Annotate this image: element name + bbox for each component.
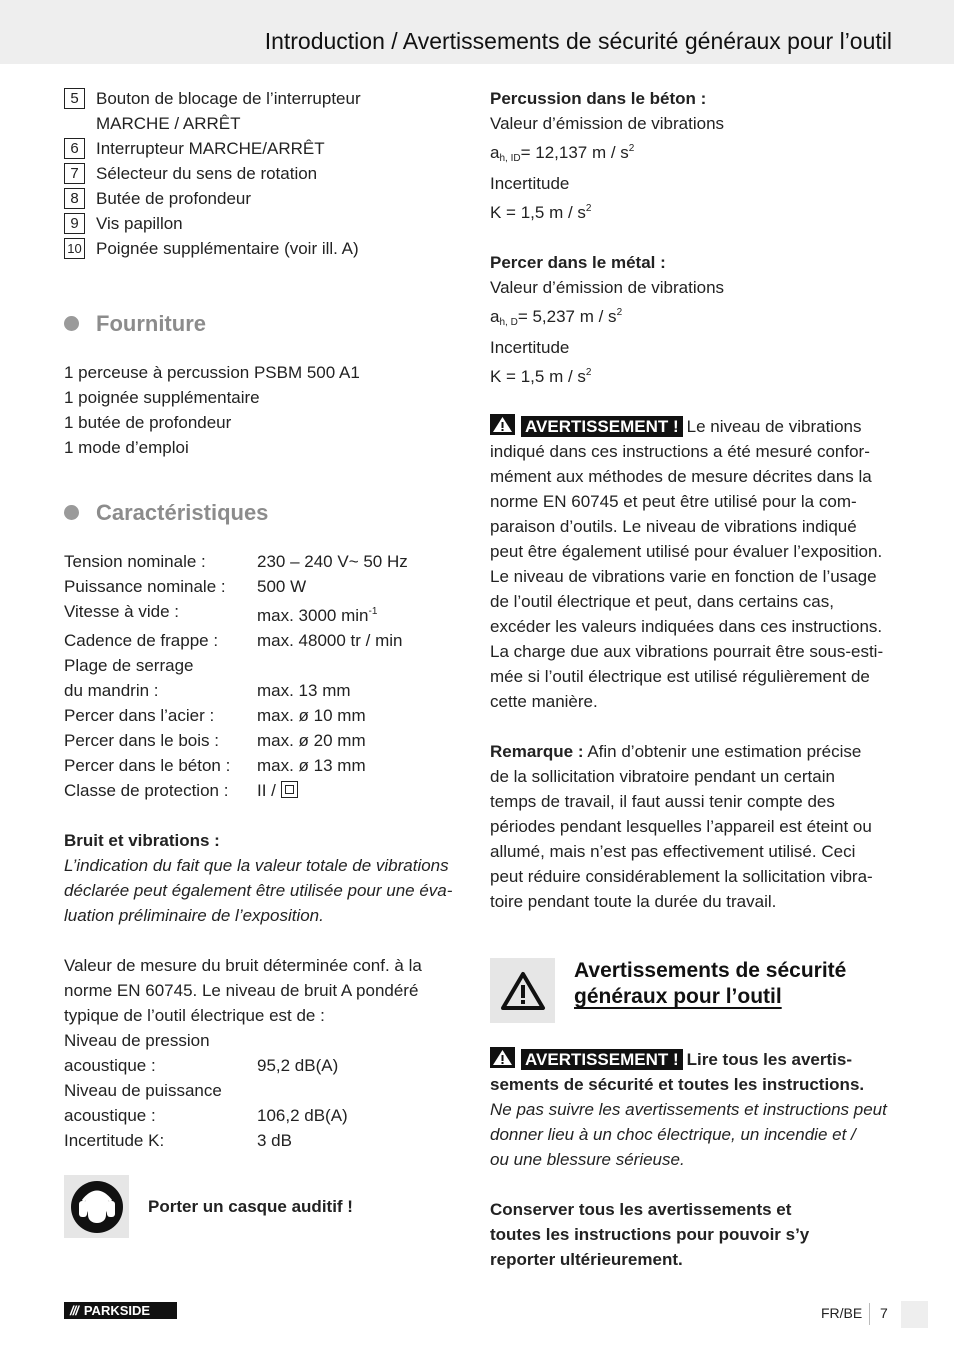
parts-list xyxy=(64,86,464,261)
list-item xyxy=(64,236,464,261)
page-header xyxy=(0,0,954,64)
part-number: 5 xyxy=(64,88,85,109)
remark-text: Afin d’obtenir une estimation précise xyxy=(587,742,862,761)
part-label: Poignée supplémentaire (voir ill. A) xyxy=(96,239,359,258)
remark-line: peut réduire considérablement la sollicitation vibra- xyxy=(490,867,873,886)
spec-label: acoustique : xyxy=(64,1056,156,1075)
list-item: 1 perceuse à percussion PSBM 500 A1 xyxy=(64,363,360,382)
vibration-warning xyxy=(490,414,895,714)
vibration-value xyxy=(490,136,895,171)
warning-line: peut être également utilisé pour évaluer l’exposition. xyxy=(490,542,883,561)
page-number: 7 xyxy=(880,1305,888,1321)
warning-italic-line: ou une blessure sérieuse. xyxy=(490,1150,685,1169)
brand-logo xyxy=(64,1302,177,1319)
list-item: 1 butée de profondeur xyxy=(64,413,232,432)
part-label: Butée de profondeur xyxy=(96,189,252,208)
list-item: 1 mode d’emploi xyxy=(64,438,189,457)
list-item xyxy=(64,136,464,161)
spec-superscript: -1 xyxy=(368,606,378,617)
spec-label: Tension nominale : xyxy=(64,552,206,571)
vibration-number: = 12,137 m / s xyxy=(520,143,629,162)
table-row xyxy=(64,1103,464,1128)
vibration-superscript: 2 xyxy=(628,143,635,154)
spec-value: max. ø 20 mm xyxy=(257,731,366,750)
part-label: Bouton de blocage de l’interrupteur xyxy=(96,89,361,108)
warning-text: Lire tous les avertis- xyxy=(686,1050,852,1069)
uncertainty-label: Incertitude xyxy=(490,174,570,193)
remark xyxy=(490,739,895,914)
vibration-subscript: h, D xyxy=(499,317,518,328)
safety-title-line: Avertissements de sécurité xyxy=(574,959,847,982)
spec-label: du mandrin : xyxy=(64,681,159,700)
remark-label: Remarque : xyxy=(490,742,584,761)
spec-value: max. 48000 tr / min xyxy=(257,631,403,650)
footer-locale: FR/BE xyxy=(821,1305,863,1321)
safety-title-line: généraux pour l’outil xyxy=(574,985,782,1008)
table-row xyxy=(64,1128,464,1153)
warning-italic-line: Ne pas suivre les avertissements et instructions peut xyxy=(490,1100,887,1119)
specs-table xyxy=(64,549,464,803)
k-superscript: 2 xyxy=(585,203,592,214)
warning-line: cette manière. xyxy=(490,692,598,711)
part-number: 6 xyxy=(64,138,85,159)
warning-first-line xyxy=(490,414,895,439)
part-number: 8 xyxy=(64,188,85,209)
warning-line: Le niveau de vibrations varie en fonction de l’usage xyxy=(490,567,877,586)
noise-text-line: typique de l’outil électrique est de : xyxy=(64,1006,325,1025)
warning-text: Le niveau de vibrations xyxy=(686,417,862,436)
vibration-subscript: h, ID xyxy=(499,153,521,164)
noise-text-line: Valeur de mesure du bruit déterminée conf. à la xyxy=(64,956,422,975)
warning-line: norme EN 60745 et peut être utilisé pour la com- xyxy=(490,492,857,511)
part-number: 10 xyxy=(64,238,85,259)
spec-label: Classe de protection : xyxy=(64,781,229,800)
left-column xyxy=(64,86,464,1238)
remark-line: allumé, mais n’est pas effectivement utilisé. Ceci xyxy=(490,842,856,861)
spec-label: Percer dans l’acier : xyxy=(64,706,215,725)
spec-value: 95,2 dB(A) xyxy=(257,1056,339,1075)
part-number: 7 xyxy=(64,163,85,184)
hearing-protection-text: Porter un casque auditif ! xyxy=(148,1197,353,1216)
section-title: Fourniture xyxy=(96,311,206,336)
spec-label: Plage de serrage xyxy=(64,656,194,675)
logo-stripes-icon: /// xyxy=(70,1303,78,1318)
part-label: Sélecteur du sens de rotation xyxy=(96,164,318,183)
spec-label: acoustique : xyxy=(64,1106,156,1125)
safety-title xyxy=(574,958,846,1023)
noise-title: Bruit et vibrations : xyxy=(64,831,220,850)
warning-triangle-icon xyxy=(500,971,546,1011)
bullet-icon xyxy=(64,505,79,520)
table-row xyxy=(64,628,464,653)
k-value: K = 1,5 m / s xyxy=(490,203,586,222)
safety-heading xyxy=(490,958,895,1023)
table-row xyxy=(64,574,464,599)
footer-tab xyxy=(901,1301,928,1328)
table-row xyxy=(64,778,464,803)
spec-label: Incertitude K: xyxy=(64,1131,165,1150)
bullet-icon xyxy=(64,316,79,331)
footer-divider xyxy=(869,1303,870,1325)
table-row xyxy=(64,1078,464,1103)
vibration-superscript: 2 xyxy=(616,307,623,318)
list-item: 1 poignée supplémentaire xyxy=(64,388,260,407)
uncertainty-value xyxy=(490,360,895,389)
double-insulation-icon xyxy=(281,781,298,798)
spec-label: Percer dans le bois : xyxy=(64,731,219,750)
spec-label: Vitesse à vide : xyxy=(64,602,179,621)
warning-line: paraison d’outils. Le niveau de vibrations indiqué xyxy=(490,517,857,536)
remark-line: de la sollicitation vibratoire pendant un certain xyxy=(490,767,835,786)
brand-name: PARKSIDE xyxy=(83,1303,151,1318)
keep-instructions-line: reporter ultérieurement. xyxy=(490,1250,683,1269)
table-row xyxy=(64,678,464,703)
spec-value: max. 3000 min xyxy=(257,606,369,625)
spec-value: max. ø 13 mm xyxy=(257,756,366,775)
warning-line: de l’outil électrique et peut, dans certains cas, xyxy=(490,592,834,611)
table-row xyxy=(64,703,464,728)
vibration-number: = 5,237 m / s xyxy=(517,307,617,326)
part-label: Vis papillon xyxy=(96,214,183,233)
vibration-line: Valeur d’émission de vibrations xyxy=(490,114,725,133)
vibration-symbol: a xyxy=(490,143,500,162)
spec-value: 106,2 dB(A) xyxy=(257,1106,348,1125)
uncertainty-label: Incertitude xyxy=(490,338,570,357)
safety-warning xyxy=(490,1047,895,1272)
spec-label: Percer dans le béton : xyxy=(64,756,231,775)
table-row xyxy=(64,549,464,574)
warning-line: mément aux méthodes de mesure décrites dans la xyxy=(490,467,872,486)
table-row xyxy=(64,1028,464,1053)
warning-line: indiqué dans ces instructions a été mesuré confor- xyxy=(490,442,870,461)
warning-icon xyxy=(490,1047,515,1068)
list-item xyxy=(64,161,464,186)
list-item xyxy=(64,86,464,136)
section-heading-fourniture xyxy=(64,311,464,336)
noise-italic-line: luation préliminaire de l’exposition. xyxy=(64,906,324,925)
spec-value: 500 W xyxy=(257,577,307,596)
remark-line: temps de travail, il faut aussi tenir compte des xyxy=(490,792,835,811)
vibration-value xyxy=(490,300,895,335)
hearing-protection-icon xyxy=(69,1179,125,1235)
spec-value: 230 – 240 V~ 50 Hz xyxy=(257,552,408,571)
table-row xyxy=(64,653,464,678)
vibration-concrete-title: Percussion dans le béton : xyxy=(490,89,707,108)
hearing-protection-callout xyxy=(64,1175,464,1238)
spec-value: 3 dB xyxy=(257,1131,292,1150)
noise-text-line: norme EN 60745. Le niveau de bruit A pondéré xyxy=(64,981,419,1000)
spec-label: Niveau de pression xyxy=(64,1031,210,1050)
warning-line: sements de sécurité et toutes les instructions. xyxy=(490,1075,865,1094)
right-column xyxy=(490,86,895,1272)
remark-line: périodes pendant lesquelles l’appareil est éteint ou xyxy=(490,817,872,836)
table-row xyxy=(64,599,464,628)
uncertainty-value xyxy=(490,196,895,225)
spec-value: max. ø 10 mm xyxy=(257,706,366,725)
safety-icon-box xyxy=(490,958,555,1023)
vibration-line: Valeur d’émission de vibrations xyxy=(490,278,725,297)
hearing-protection-box xyxy=(64,1175,129,1238)
table-row xyxy=(64,753,464,778)
spec-label: Cadence de frappe : xyxy=(64,631,219,650)
k-value: K = 1,5 m / s xyxy=(490,367,586,386)
spec-value: II / xyxy=(257,781,276,800)
warning-line: excéder les valeurs indiquées dans ces instructions. xyxy=(490,617,883,636)
table-row xyxy=(64,1053,464,1078)
warning-line: mée si l’outil électrique est utilisé régulièrement de xyxy=(490,667,870,686)
vibration-metal-title: Percer dans le métal : xyxy=(490,253,666,272)
remark-line: toire pendant toute la durée du travail. xyxy=(490,892,777,911)
part-label: Interrupteur MARCHE/ARRÊT xyxy=(96,139,325,158)
part-label: MARCHE / ARRÊT xyxy=(96,114,241,133)
noise-italic-line: déclarée peut également être utilisée pour une éva- xyxy=(64,881,453,900)
keep-instructions-line: toutes les instructions pour pouvoir s’y xyxy=(490,1225,810,1244)
list-item xyxy=(64,211,464,236)
warning-first-line xyxy=(490,1047,895,1072)
noise-italic-line: L’indication du fait que la valeur totale de vibrations xyxy=(64,856,449,875)
warning-badge: AVERTISSEMENT ! xyxy=(521,1049,683,1070)
part-number: 9 xyxy=(64,213,85,234)
section-heading-caracteristiques xyxy=(64,500,464,525)
keep-instructions-line: Conserver tous les avertissements et xyxy=(490,1200,792,1219)
fourniture-list xyxy=(64,360,464,460)
spec-label: Puissance nominale : xyxy=(64,577,226,596)
list-item xyxy=(64,186,464,211)
section-title: Caractéristiques xyxy=(96,500,269,525)
k-superscript: 2 xyxy=(585,367,592,378)
warning-line: La charge due aux vibrations pourrait être sous-esti- xyxy=(490,642,884,661)
page-title: Introduction / Avertissements de sécurité généraux pour l’outil xyxy=(264,28,892,54)
warning-badge: AVERTISSEMENT ! xyxy=(521,416,683,437)
spec-value: max. 13 mm xyxy=(257,681,351,700)
spec-label: Niveau de puissance xyxy=(64,1081,222,1100)
warning-italic-line: donner lieu à un choc électrique, un incendie et / xyxy=(490,1125,856,1144)
table-row xyxy=(64,728,464,753)
warning-icon xyxy=(490,414,515,435)
vibration-symbol: a xyxy=(490,307,500,326)
